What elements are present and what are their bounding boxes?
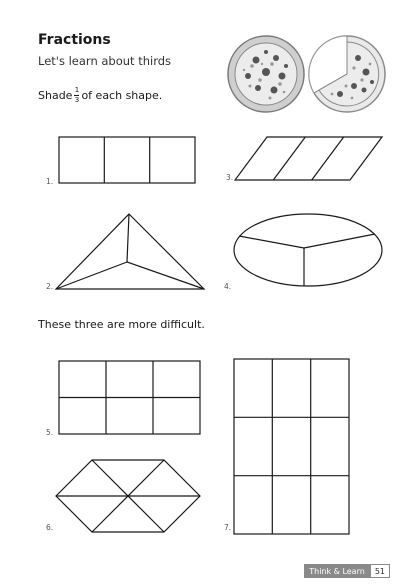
- ellipse-thirds-shape[interactable]: [232, 212, 384, 288]
- whole-pizza-illustration: [226, 34, 306, 114]
- shape-number-4: 4.: [224, 282, 232, 291]
- fraction-denominator: 3: [74, 96, 80, 104]
- difficulty-note: These three are more difficult.: [38, 318, 205, 331]
- page-title: Fractions: [38, 32, 111, 48]
- hexagon-sixths-shape[interactable]: [54, 458, 202, 534]
- one-third-fraction: [74, 87, 79, 104]
- footer-label: Think & Learn: [304, 564, 370, 578]
- instruction-suffix: of each shape.: [81, 89, 163, 102]
- rectangle-sixths-shape[interactable]: [58, 360, 202, 436]
- fraction-numerator: 1: [74, 86, 80, 94]
- shape-number-3: 3.: [226, 173, 234, 182]
- page-footer: [304, 564, 390, 578]
- shape-number-6: 6.: [46, 523, 54, 532]
- shape-number-7: 7.: [224, 523, 232, 532]
- shape-number-5: 5.: [46, 428, 54, 437]
- rectangle-thirds-shape[interactable]: [58, 136, 198, 186]
- parallelogram-thirds-shape[interactable]: [234, 136, 384, 182]
- shape-number-2: 2.: [46, 282, 54, 291]
- grid-ninths-shape[interactable]: [233, 358, 351, 536]
- triangle-thirds-shape[interactable]: [54, 212, 206, 292]
- instruction: [38, 87, 162, 104]
- pizza-with-slice-removed-illustration: [306, 34, 388, 114]
- page-subtitle: Let's learn about thirds: [38, 54, 172, 68]
- shape-number-1: 1.: [46, 177, 54, 186]
- instruction-prefix: Shade: [38, 89, 73, 102]
- page-number: 51: [370, 564, 390, 578]
